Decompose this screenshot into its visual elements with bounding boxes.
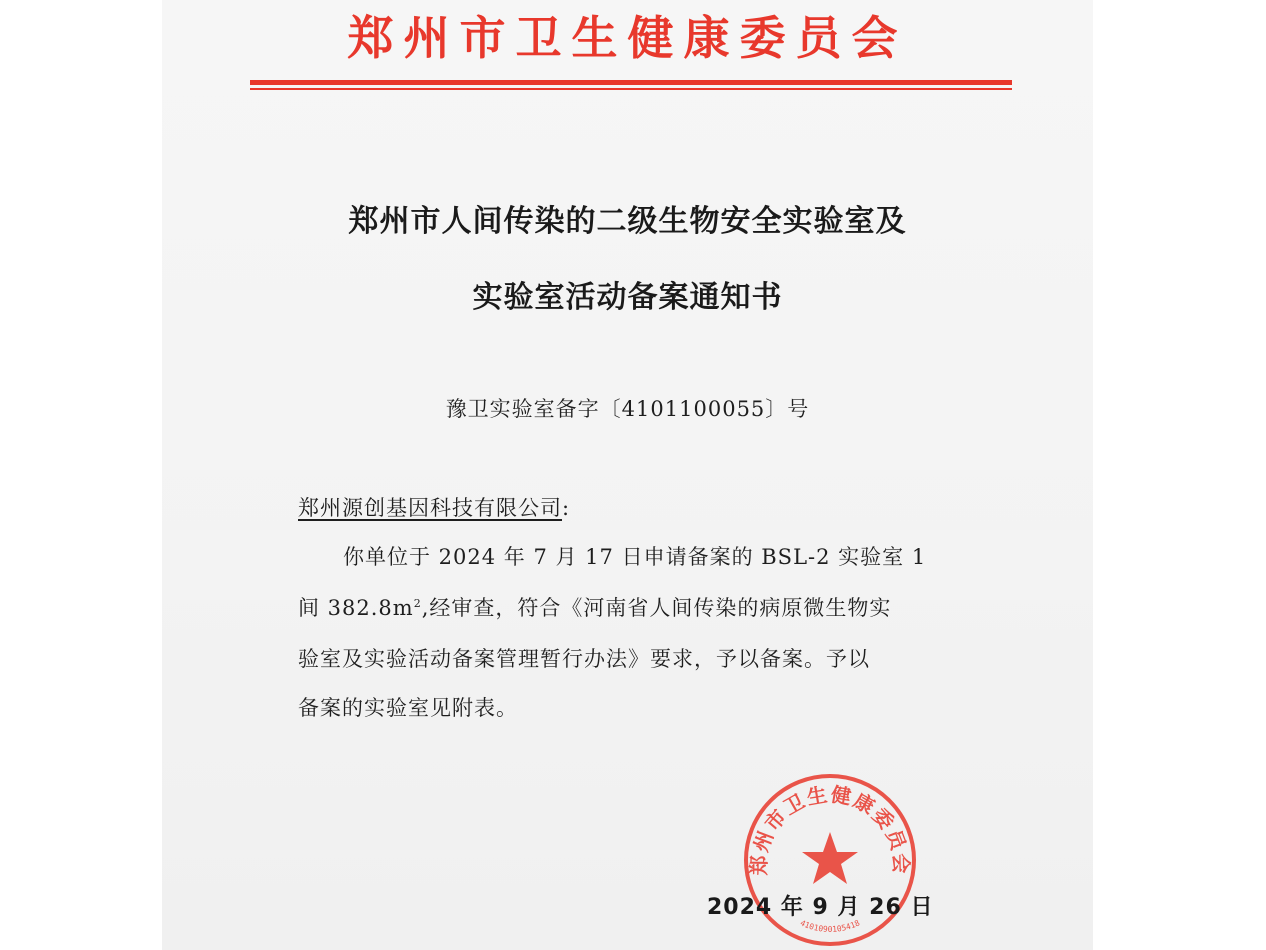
letterhead-rule-thin: [250, 88, 1012, 90]
recipient-colon: :: [562, 496, 571, 520]
body-line-2-area: 间 382.8m: [298, 596, 414, 620]
document-title-line-1: 郑州市人间传染的二级生物安全实验室及: [348, 204, 907, 239]
seal-number: 4101090105418: [798, 918, 862, 934]
document-title-line-2: 实验室活动备案通知书: [472, 280, 783, 315]
body-line-2-rest: ,经审查，符合《河南省人间传染的病原微生物实: [421, 596, 892, 620]
recipient-name: 郑州源创基因科技有限公司: [298, 496, 562, 520]
body-line-4: 备案的实验室见附表。: [298, 696, 518, 720]
agency-letterhead: 郑州市卫生健康委员会: [347, 11, 908, 65]
document-page: [162, 0, 1093, 950]
recipient: [298, 492, 570, 522]
area-superscript: 2: [413, 597, 422, 610]
document-date: 2024 年 9 月 26 日: [707, 895, 934, 920]
official-seal: [740, 770, 920, 950]
body-line-3: 验室及实验活动备案管理暂行办法》要求，予以备案。予以: [298, 647, 870, 671]
body-line-2: [298, 592, 891, 622]
document-number: 豫卫实验室备字〔4101100055〕号: [445, 397, 810, 421]
letterhead-rule-thick: [250, 80, 1012, 85]
seal-text: 郑州市卫生健康委员会: [746, 782, 914, 876]
seal-star-icon: [802, 832, 858, 884]
body-line-1: 你单位于 2024 年 7 月 17 日申请备案的 BSL-2 实验室 1: [343, 545, 927, 569]
